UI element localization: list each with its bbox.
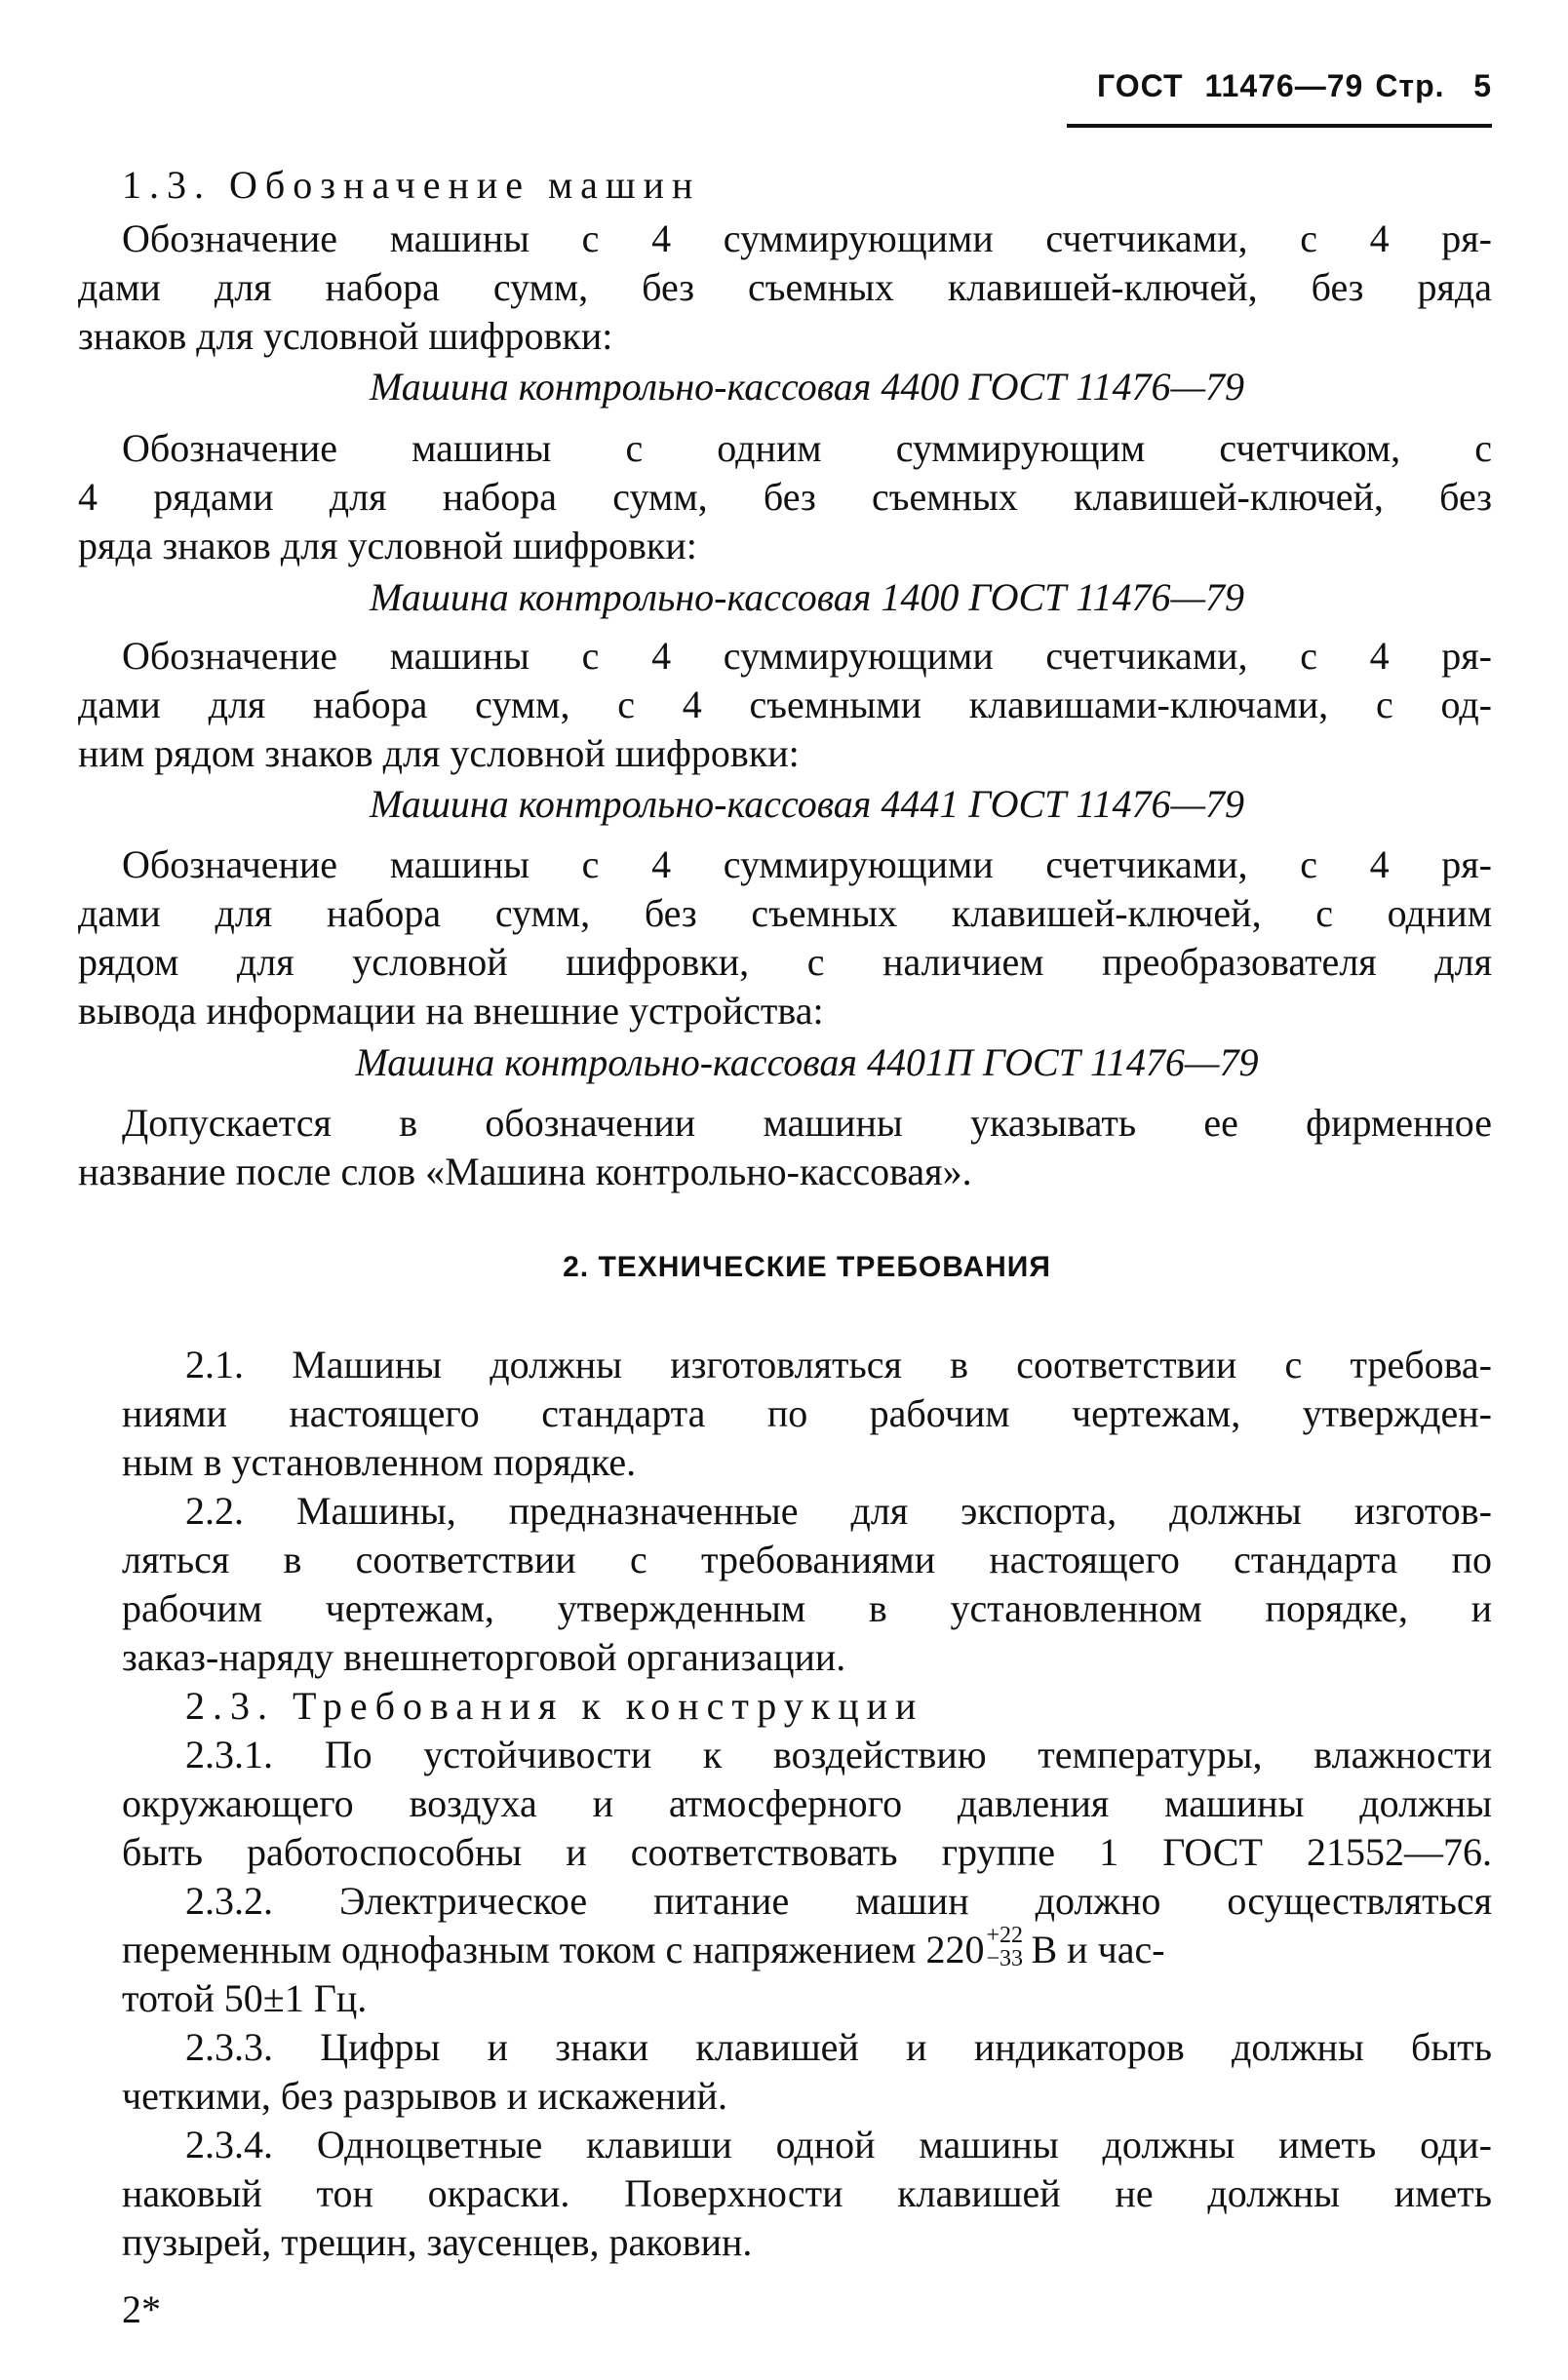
section-2-heading: 2. ТЕХНИЧЕСКИЕ ТРЕБОВАНИЯ: [563, 1251, 1051, 1283]
page-header: [1053, 68, 1492, 104]
header-page-label: Стр.: [1375, 68, 1445, 103]
text-line: 2.3.1. По устойчивости к воздействию температуры, влажности: [185, 1733, 1492, 1776]
text-line: дами для набора сумм, с 4 съемными клавишами-ключами, с од-: [78, 683, 1492, 726]
voltage-text-end: В и час-: [1031, 1928, 1165, 1971]
text-line: Обозначение машины с 4 суммирующими счетчиками, с 4 ря-: [122, 216, 1492, 260]
text-line: рабочим чертежам, утвержденным в установленном порядке, и: [122, 1586, 1492, 1630]
text-line: Обозначение машины с 4 суммирующими счетчиками, с 4 ря-: [122, 634, 1492, 678]
tolerance-plus: +22: [986, 1923, 1024, 1948]
text-line: Допускается в обозначении машины указывать ее фирменное: [122, 1101, 1492, 1145]
voltage-text: переменным однофазным током с напряжением 220: [122, 1928, 985, 1971]
header-rule: [1067, 124, 1492, 128]
text-line: вывода информации на внешние устройства:: [78, 989, 824, 1033]
text-line: тотой 50±1 Гц.: [122, 1976, 368, 2020]
section-2-3-heading: 2.3. Требования к конструкции: [185, 1684, 924, 1728]
text-line: наковый тон окраски. Поверхности клавишей не должны иметь: [122, 2171, 1492, 2215]
text-line: пузырей, трещин, заусенцев, раковин.: [122, 2220, 753, 2264]
text-line: Обозначение машины с 4 суммирующими счетчиками, с 4 ря-: [122, 842, 1492, 886]
designation-line: Машина контрольно-кассовая 4401П ГОСТ 11476—79: [355, 1040, 1259, 1084]
designation-line: Машина контрольно-кассовая 4400 ГОСТ 11476—79: [369, 365, 1245, 409]
text-line: 2.3.2. Электрическое питание машин должно осуществляться: [185, 1879, 1492, 1923]
voltage-line: [122, 1923, 1492, 1974]
text-line: окружающего воздуха и атмосферного давления машины должны: [122, 1781, 1492, 1825]
designation-line: Машина контрольно-кассовая 1400 ГОСТ 11476—79: [369, 575, 1245, 619]
text-line: рядом для условной шифровки, с наличием преобразователя для: [78, 940, 1492, 984]
text-line: ляться в соответствии с требованиями настоящего стандарта по: [122, 1538, 1492, 1581]
tolerance-minus: −33: [986, 1946, 1024, 1971]
text-line: 2.3.3. Цифры и знаки клавишей и индикаторов должны быть: [185, 2025, 1492, 2069]
text-line: ным в установленном порядке.: [122, 1440, 637, 1484]
text-line: 2.1. Машины должны изготовляться в соответствии с требова-: [185, 1343, 1492, 1386]
text-line: быть работоспособны и соответствовать группе 1 ГОСТ 21552—76.: [122, 1830, 1492, 1874]
header-standard: ГОСТ: [1097, 68, 1184, 103]
signature-mark: 2*: [122, 2287, 161, 2331]
text-line: 2.3.4. Одноцветные клавиши одной машины должны иметь оди-: [185, 2123, 1492, 2166]
header-standard-number: 11476—79: [1204, 68, 1364, 103]
designation-line: Машина контрольно-кассовая 4441 ГОСТ 11476—79: [369, 782, 1245, 826]
text-line: 2.2. Машины, предназначенные для экспорта, должны изготов-: [185, 1489, 1492, 1533]
text-line: ним рядом знаков для условной шифровки:: [78, 731, 800, 775]
text-line: четкими, без разрывов и искажений.: [122, 2074, 727, 2118]
text-line: дами для набора сумм, без съемных клавишей-ключей, с одним: [78, 891, 1492, 935]
text-line: ниями настоящего стандарта по рабочим чертежам, утвержден-: [122, 1391, 1492, 1435]
voltage-tolerance: [985, 1923, 1024, 1971]
text-line: дами для набора сумм, без съемных клавишей-ключей, без ряда: [78, 265, 1492, 309]
section-1-3-heading: 1.3. Обозначение машин: [122, 163, 701, 207]
header-page-number: 5: [1473, 68, 1492, 103]
text-line: ряда знаков для условной шифровки:: [78, 524, 697, 567]
text-line: Обозначение машины с одним суммирующим счетчиком, с: [122, 426, 1492, 470]
text-line: название после слов «Машина контрольно-кассовая».: [78, 1150, 972, 1193]
text-line: заказ-наряду внешнеторговой организации.: [122, 1635, 846, 1679]
text-line: 4 рядами для набора сумм, без съемных клавишей-ключей, без: [78, 475, 1492, 519]
text-line: знаков для условной шифровки:: [78, 314, 613, 358]
